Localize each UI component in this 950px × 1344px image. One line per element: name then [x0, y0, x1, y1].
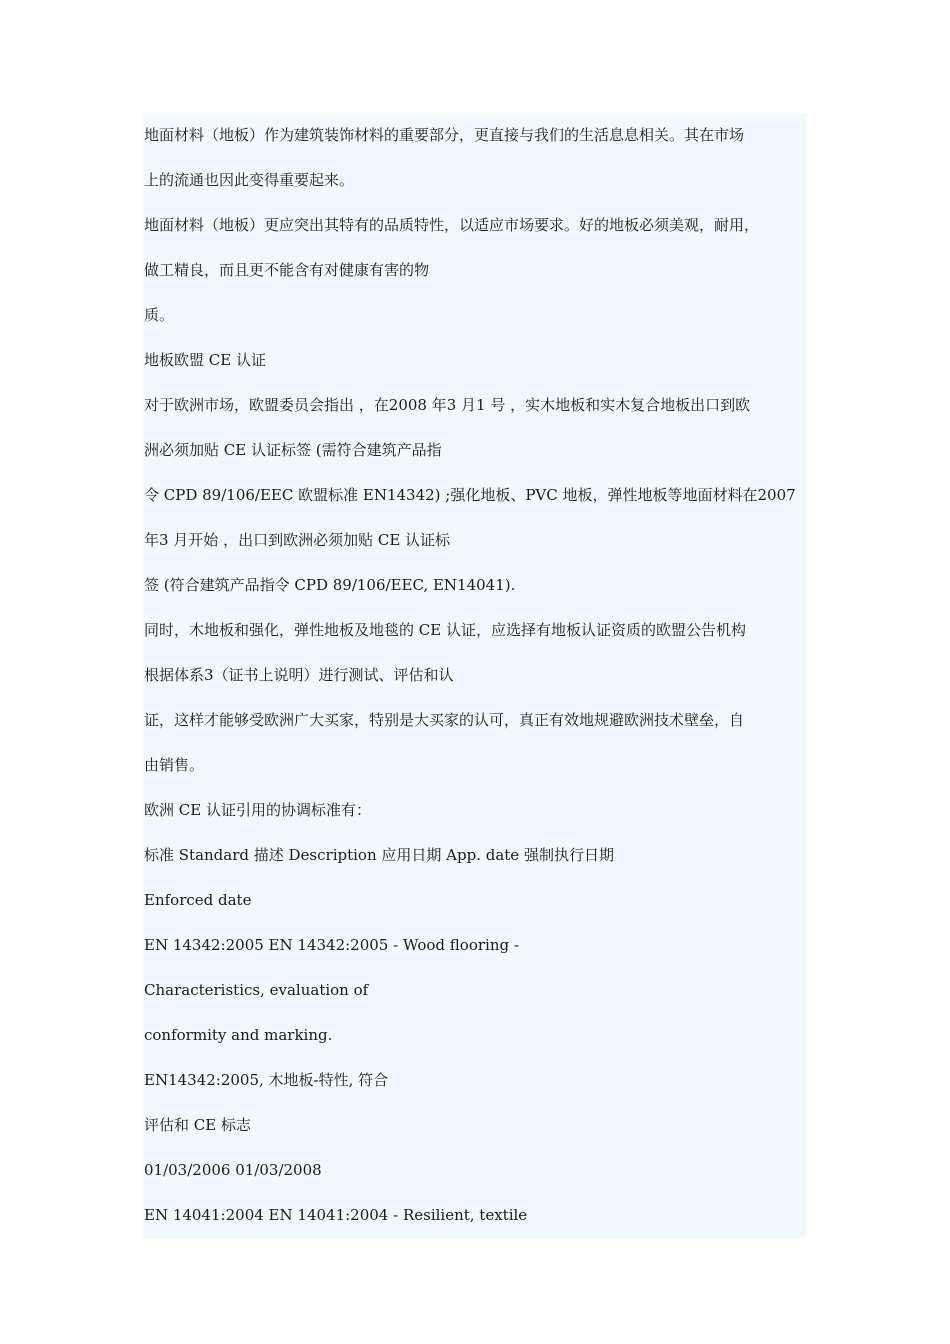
- text-line: 根据体系3（证书上说明）进行测试、评估和认: [143, 653, 806, 698]
- text-line: 上的流通也因此变得重要起来。: [143, 158, 806, 203]
- table-row-line: EN 14342:2005 EN 14342:2005 - Wood flooring -: [143, 923, 806, 968]
- table-row-line: 01/03/2006 01/03/2008: [143, 1148, 806, 1193]
- table-row-line: Characteristics, evaluation of: [143, 968, 806, 1013]
- table-row-line: conformity and marking.: [143, 1013, 806, 1058]
- text-line: 洲必须加贴 CE 认证标签 (需符合建筑产品指: [143, 428, 806, 473]
- section-heading: 地板欧盟 CE 认证: [143, 338, 806, 383]
- table-row-line: 评估和 CE 标志: [143, 1103, 806, 1148]
- table-row-line: EN14342:2005, 木地板-特性, 符合: [143, 1058, 806, 1103]
- text-line: 令 CPD 89/106/EEC 欧盟标准 EN14342) ;强化地板、PVC 地板，弹性地板等地面材料在2007: [143, 473, 806, 518]
- text-line: 地面材料（地板）更应突出其特有的品质特性，以适应市场要求。好的地板必须美观，耐用，: [143, 203, 806, 248]
- document-body: [143, 113, 806, 1238]
- text-line: 签 (符合建筑产品指令 CPD 89/106/EEC, EN14041).: [143, 563, 806, 608]
- text-line: 同时，木地板和强化，弹性地板及地毯的 CE 认证，应选择有地板认证资质的欧盟公告机构: [143, 608, 806, 653]
- text-line: 证，这样才能够受欧洲广大买家，特别是大买家的认可，真正有效地规避欧洲技术壁垒，自: [143, 698, 806, 743]
- text-line: 由销售。: [143, 743, 806, 788]
- text-line: 对于欧洲市场，欧盟委员会指出 ，在2008 年3 月1 号 ，实木地板和实木复合地板出口到欧: [143, 383, 806, 428]
- table-header-line: Enforced date: [143, 878, 806, 923]
- text-line: 年3 月开始 ，出口到欧洲必须加贴 CE 认证标: [143, 518, 806, 563]
- table-row-line: EN 14041:2004 EN 14041:2004 - Resilient, textile: [143, 1193, 806, 1238]
- text-line: 质。: [143, 293, 806, 338]
- table-header-line: 标准 Standard 描述 Description 应用日期 App. date 强制执行日期: [143, 833, 806, 878]
- text-line: 地面材料（地板）作为建筑装饰材料的重要部分，更直接与我们的生活息息相关。其在市场: [143, 113, 806, 158]
- text-line: 欧洲 CE 认证引用的协调标准有：: [143, 788, 806, 833]
- text-line: 做工精良，而且更不能含有对健康有害的物: [143, 248, 806, 293]
